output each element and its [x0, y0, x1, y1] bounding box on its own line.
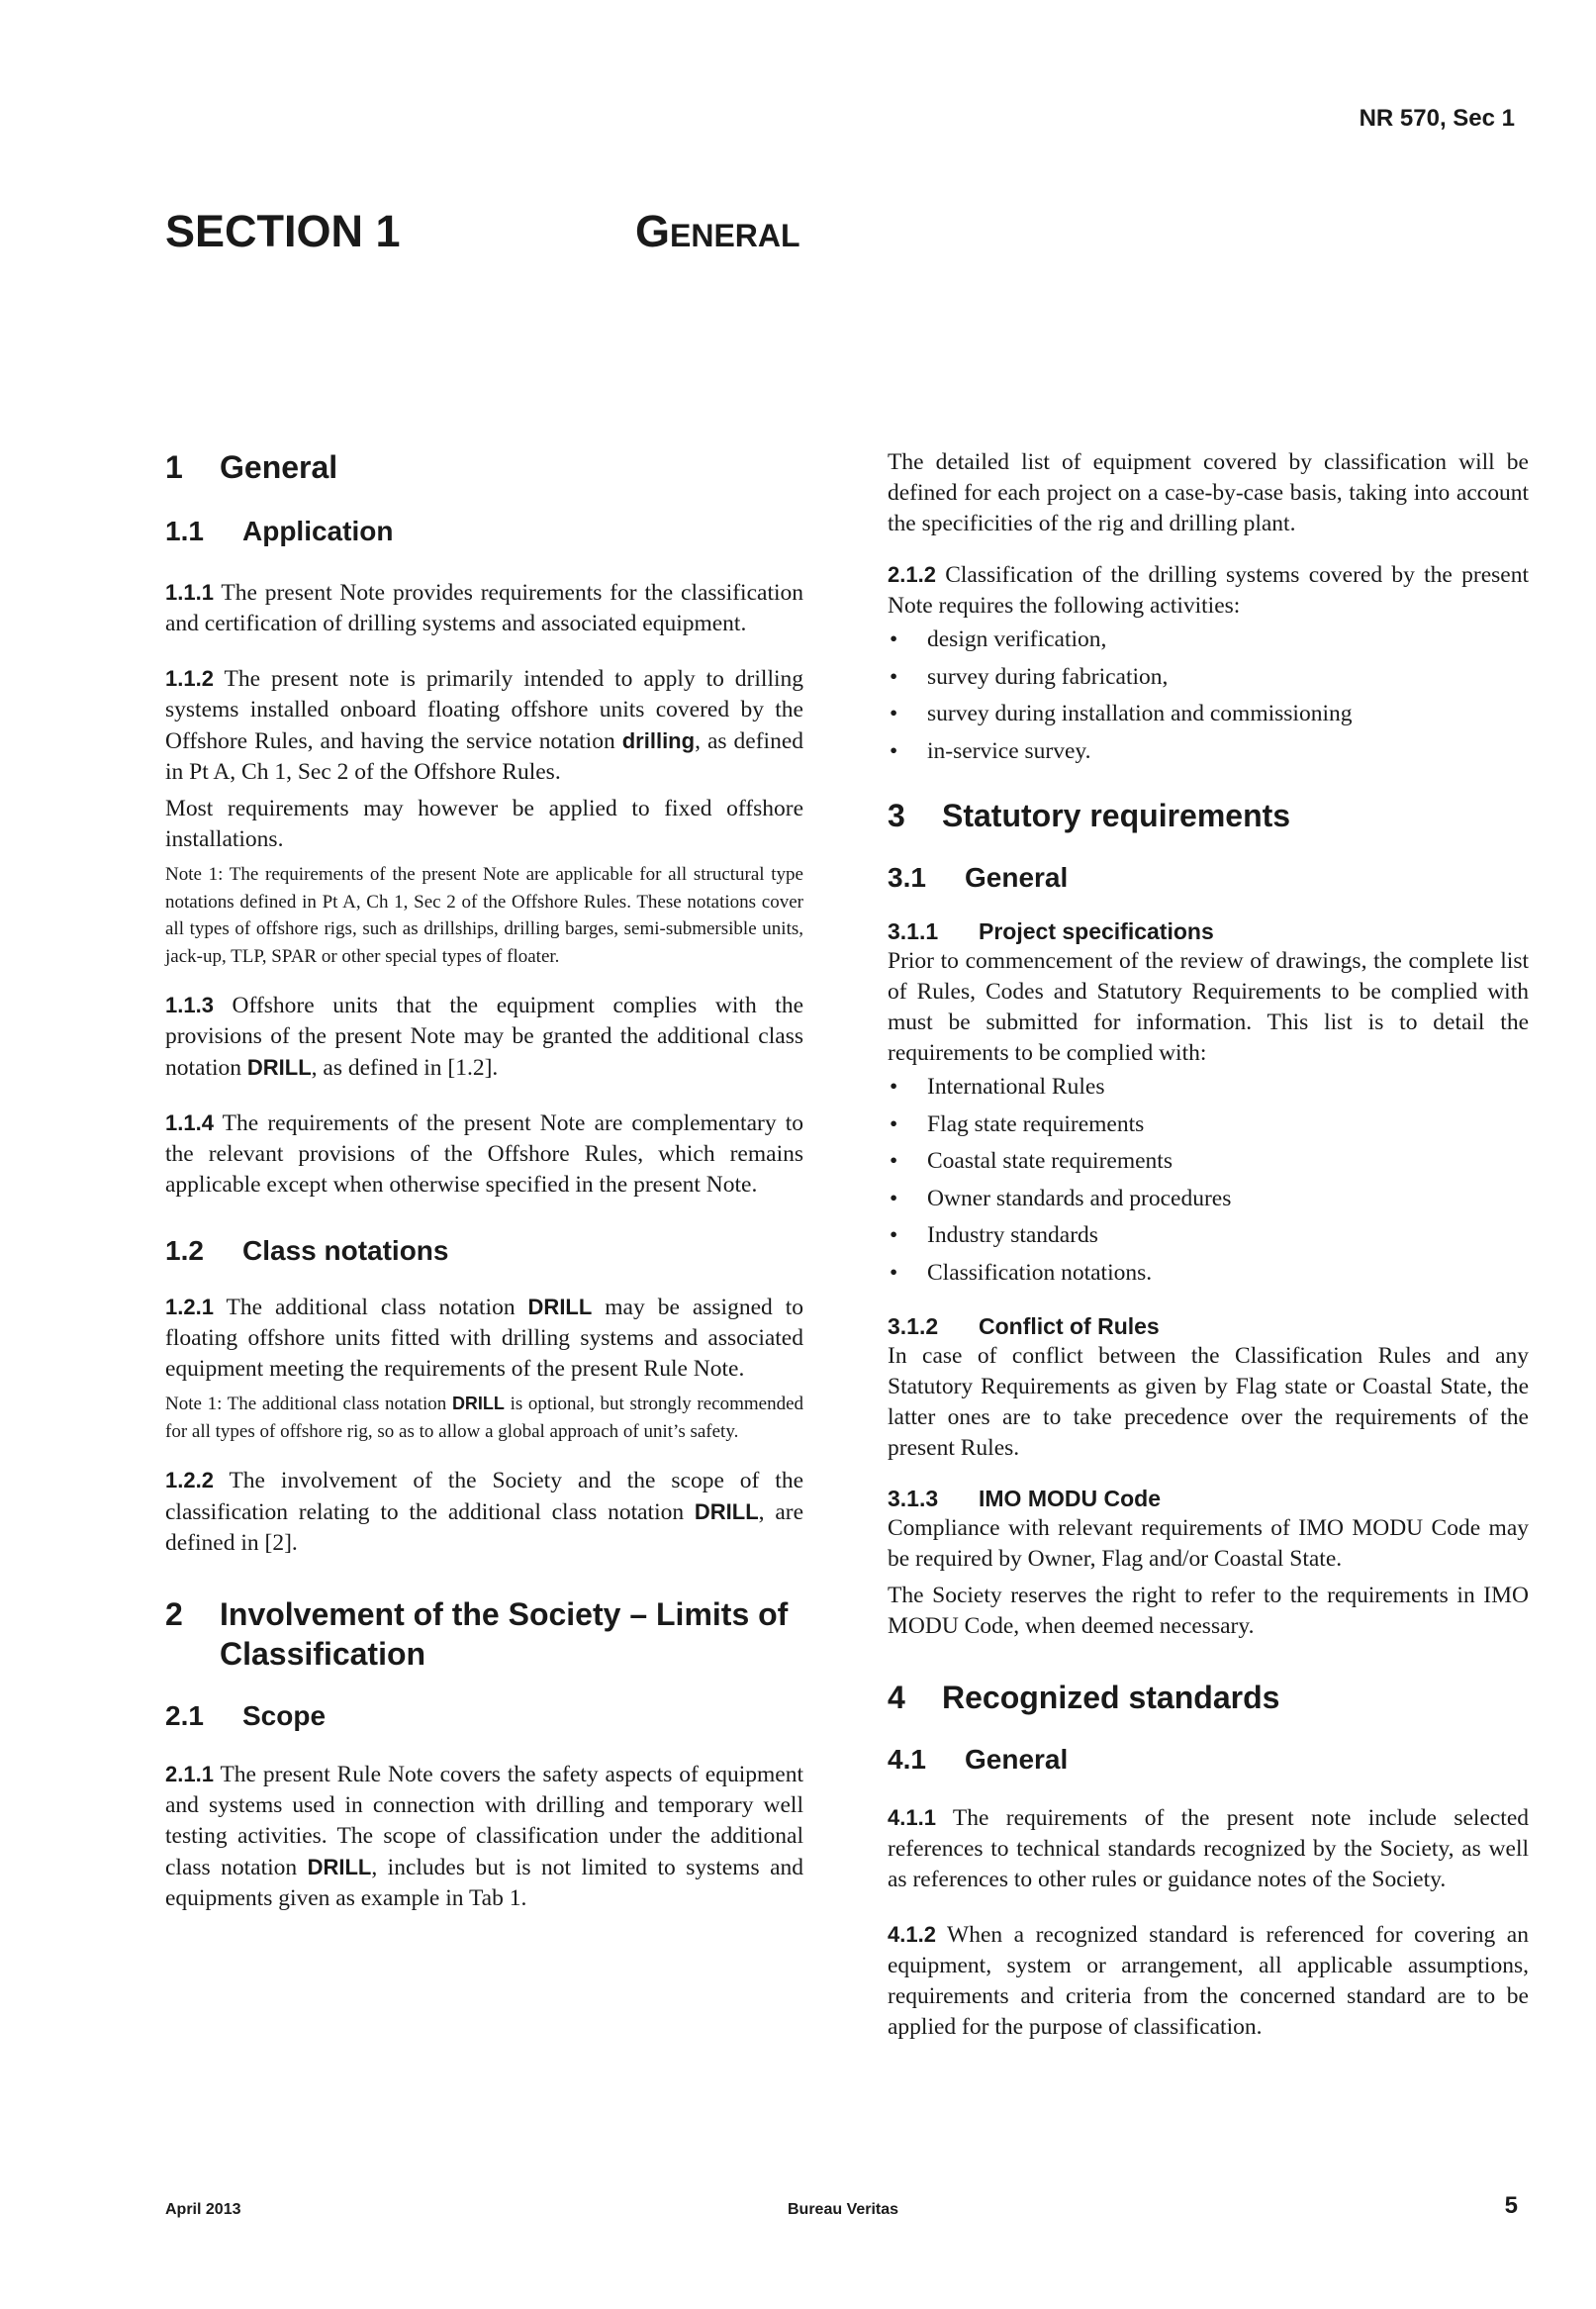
heading-3-1-2: [888, 1311, 1529, 1341]
heading-title: Project specifications: [979, 918, 1214, 944]
heading-number: 1.1: [165, 516, 204, 546]
heading-number: 1.2: [165, 1235, 204, 1266]
note-text: is optional, but strongly recommended for all types of offshore rig, so as to allow a global approach of unit’s safety.: [165, 1394, 804, 1442]
paragraph-text: The additional class notation: [226, 1295, 516, 1320]
paragraph-text: Classification of the drilling systems covered by the present Note requires the following activities:: [888, 562, 1529, 619]
paragraph-2-1-1: [165, 1759, 803, 1914]
paragraph-text: The present Note provides requirements for the classification and certification of drilling systems and associated equipment.: [165, 580, 804, 636]
list-item: • Owner standards and procedures: [888, 1181, 1529, 1218]
paragraph-text: , as defined in [1.2].: [311, 1055, 499, 1081]
heading-number: 2.1: [165, 1700, 204, 1731]
paragraph-1-2-1: [165, 1292, 803, 1385]
list-item: • International Rules: [888, 1069, 1529, 1106]
note-text: Note 1: The additional class notation: [165, 1394, 447, 1414]
heading-title: Statutory requirements: [942, 798, 1291, 833]
paragraph-detailed-list: The detailed list of equipment covered by classification will be defined for each project on a case-by-case basis, taking into account the specificities of the rig and drilling plant.: [888, 449, 1529, 536]
heading-number: 3.1.3: [888, 1486, 939, 1511]
paragraph-1-1-2: [165, 663, 803, 788]
paragraph-number: 1.1.2: [165, 666, 214, 691]
heading-title: Class notations: [242, 1235, 449, 1266]
service-notation: drilling: [621, 728, 696, 753]
paragraph-3-1-3: Compliance with relevant requirements of IMO MODU Code may be required by Owner, Flag and/or Coastal State.: [888, 1515, 1529, 1572]
list-item: • in-service survey.: [888, 733, 1529, 771]
paragraph-text: The present Rule Note covers the safety aspects of equipment and systems used in connection with drilling and temporary well testing activities. The scope of classification under the additional class notation: [165, 1762, 803, 1880]
paragraph-number: 4.1.1: [888, 1805, 936, 1830]
class-notation: DRILL: [527, 1295, 593, 1319]
list-item: • survey during installation and commissioning: [888, 696, 1529, 733]
heading-title: General: [965, 1744, 1069, 1775]
paragraph-number: 2.1.1: [165, 1762, 214, 1786]
paragraph-number: 4.1.2: [888, 1922, 936, 1947]
heading-2-1: [165, 1699, 803, 1733]
heading-title: General: [965, 862, 1069, 893]
heading-number: 3.1.2: [888, 1313, 939, 1339]
class-notation: DRILL: [307, 1855, 372, 1879]
heading-3-1-1: [888, 916, 1529, 946]
paragraph-text: The present note is primarily intended to apply to drilling systems installed onboard floating offshore units covered by the Offshore Rules, and having the service notation: [165, 666, 804, 754]
right-column: [888, 447, 1529, 2043]
activities-list: [888, 622, 1529, 770]
heading-2: [165, 1594, 803, 1674]
heading-3-1: [888, 861, 1529, 895]
section-title: General: [635, 206, 800, 256]
paragraph-2-1-2: [888, 559, 1529, 622]
paragraph-text: Offshore units that the equipment complies with the provisions of the present Note may be granted the additional class notation: [165, 993, 804, 1081]
heading-4-1: [888, 1743, 1529, 1777]
paragraph-number: 1.1.1: [165, 580, 214, 605]
paragraph-text: The involvement of the Society and the scope of the classification relating to the additional class notation: [165, 1468, 804, 1525]
paragraph-number: 2.1.2: [888, 562, 936, 587]
paragraph-text: , are defined in [2].: [165, 1499, 803, 1556]
heading-number: 3.1: [888, 862, 926, 893]
heading-number: 2: [165, 1596, 183, 1632]
heading-number: 1: [165, 449, 183, 485]
paragraph-text: The requirements of the present Note are complementary to the relevant provisions of the Offshore Rules, which remains applicable except when otherwise specified in the present Note.: [165, 1110, 804, 1198]
list-item: • Classification notations.: [888, 1255, 1529, 1293]
paragraph-3-1-1: Prior to commencement of the review of drawings, the complete list of Rules, Codes and Statutory Requirements to be complied with must be submitted for information. This list is to detail the requirements to be complied with:: [888, 948, 1529, 1066]
class-notation: DRILL: [246, 1055, 312, 1080]
heading-title: General: [220, 449, 338, 485]
heading-title: IMO MODU Code: [979, 1486, 1161, 1511]
heading-number: 3: [888, 798, 905, 833]
paragraph-text: The requirements of the present note include selected references to technical standards recognized by the Society, as well as references to other rules or guidance notes of the Society.: [888, 1805, 1529, 1892]
paragraph-1-2-2: [165, 1465, 803, 1559]
paragraph-1-1-1: [165, 577, 803, 639]
requirements-list: [888, 1069, 1529, 1292]
paragraph-number: 1.1.4: [165, 1110, 214, 1135]
heading-3-1-3: [888, 1484, 1529, 1513]
paragraph-1-1-3: [165, 990, 803, 1084]
heading-number: 3.1.1: [888, 918, 939, 944]
footer-date: April 2013: [165, 2201, 241, 2218]
heading-title: Conflict of Rules: [979, 1313, 1160, 1339]
running-header: NR 570, Sec 1: [1359, 105, 1515, 132]
heading-title: Recognized standards: [942, 1680, 1280, 1715]
heading-number: 4.1: [888, 1744, 926, 1775]
paragraph-1-1-4: [165, 1107, 803, 1201]
heading-title: Involvement of the Society – Limits of Classification: [220, 1596, 789, 1672]
list-item: • Industry standards: [888, 1217, 1529, 1255]
paragraph-text: , includes but is not limited to systems and equipments given as example in Tab 1.: [165, 1855, 804, 1911]
paragraph-3-1-3-society: The Society reserves the right to refer to the requirements in IMO MODU Code, when deemed necessary.: [888, 1583, 1529, 1639]
heading-title: Application: [242, 516, 394, 546]
heading-3: [888, 796, 1529, 835]
list-item: • Flag state requirements: [888, 1106, 1529, 1144]
paragraph-text: When a recognized standard is referenced for covering an equipment, system or arrangement, all applicable assumptions, requirements and criteria from the concerned standard are to be applied for the purpose of classification.: [888, 1922, 1529, 2040]
heading-title: Scope: [242, 1700, 327, 1731]
paragraph-3-1-2: In case of conflict between the Classification Rules and any Statutory Requirements as given by Flag state or Coastal State, the latter ones are to take precedence over the requirements of the present Rules.: [888, 1343, 1529, 1461]
list-item: • survey during fabrication,: [888, 659, 1529, 697]
left-column: [165, 447, 803, 1914]
paragraph-number: 1.2.2: [165, 1468, 214, 1492]
paragraph-number: 1.1.3: [165, 993, 214, 1017]
paragraph-number: 1.2.1: [165, 1295, 214, 1319]
paragraph-4-1-2: [888, 1919, 1529, 2043]
heading-1: [165, 447, 803, 487]
paragraph-most-requirements: Most requirements may however be applied to fixed offshore installations.: [165, 796, 803, 852]
heading-4: [888, 1678, 1529, 1717]
list-item: • Coastal state requirements: [888, 1143, 1529, 1181]
footer-publisher: Bureau Veritas: [788, 2201, 899, 2218]
paragraph-4-1-1: [888, 1802, 1529, 1895]
note-1: Note 1: The requirements of the present Note are applicable for all structural type notations defined in Pt A, Ch 1, Sec 2 of the Offshore Rules. These notations cover all types of offshore rigs, such as drillships, drilling barges, semi-submersible units, jack-up, TLP, SPAR or other special types of floater.: [165, 864, 803, 967]
class-notation: DRILL: [694, 1499, 759, 1524]
section-number: SECTION 1: [165, 206, 401, 256]
heading-1-1: [165, 515, 803, 548]
page-number: 5: [1504, 2192, 1518, 2219]
class-notation: DRILL: [451, 1394, 505, 1413]
heading-1-2: [165, 1234, 803, 1268]
paragraph-text: may be assigned to floating offshore units fitted with drilling systems and associated equipment meeting the requirements of the present Rule Note.: [165, 1295, 804, 1382]
list-item: • design verification,: [888, 622, 1529, 659]
paragraph-text: , as defined in Pt A, Ch 1, Sec 2 of the Offshore Rules.: [165, 728, 803, 785]
heading-number: 4: [888, 1680, 905, 1715]
note-2: [165, 1391, 803, 1445]
